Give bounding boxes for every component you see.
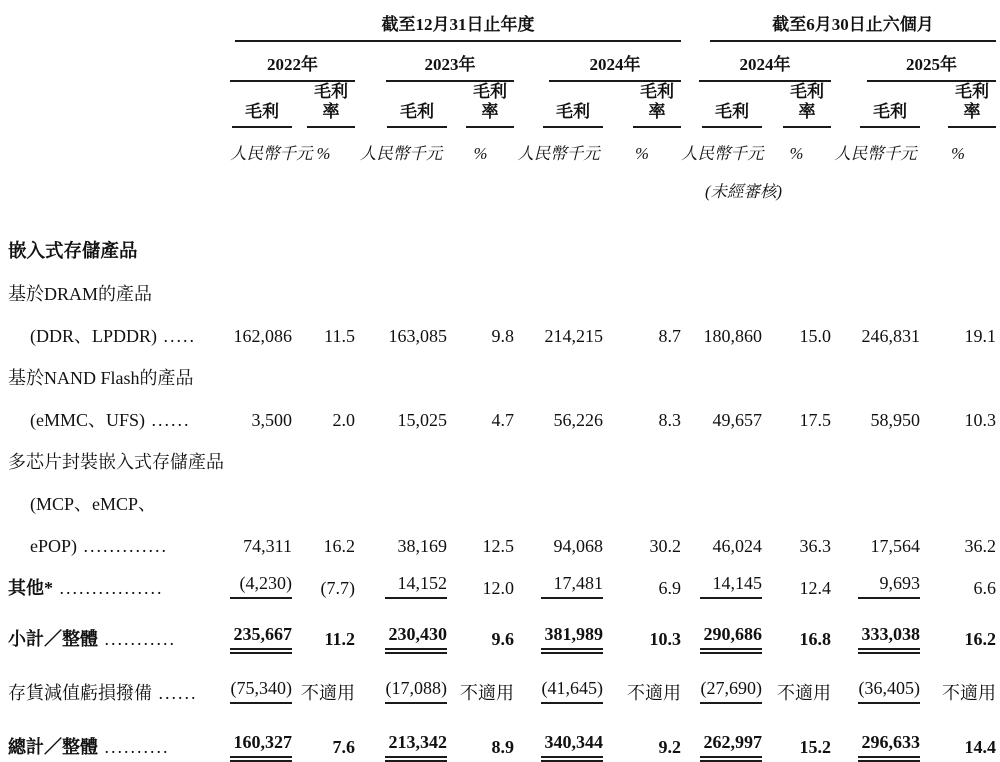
- row-label-mcp: ePOP): [30, 536, 78, 557]
- row-label-subtotal: 小計／整體: [8, 629, 98, 650]
- cell-value: 16.8: [799, 629, 832, 650]
- year-2023-label: 2023年: [386, 55, 514, 82]
- cell-value: 56,226: [553, 410, 603, 431]
- table-row: [0, 356, 996, 398]
- year-header-row: [0, 42, 996, 82]
- cell-value: 14.4: [964, 737, 997, 758]
- cell-value: 14,145: [700, 573, 762, 599]
- row-label-mcp-cont: (MCP、eMCP、: [30, 494, 157, 515]
- cell-value: (17,088): [385, 678, 447, 704]
- cell-value: (4,230): [230, 573, 292, 599]
- dot-leader: ...........: [98, 629, 176, 650]
- cell-value: 8.9: [491, 737, 514, 758]
- cell-value: 10.3: [649, 629, 682, 650]
- cell-value: (7.7): [320, 578, 355, 599]
- section-header-label: 嵌入式存儲產品: [8, 241, 138, 262]
- year-2024-interim-label: 2024年: [699, 55, 831, 82]
- gp-header-2022: 毛利: [232, 102, 292, 129]
- cell-value: 19.1: [964, 326, 997, 347]
- dot-leader: ......: [152, 683, 198, 704]
- row-label-mcp-title: 多芯片封裝嵌入式存儲產品: [8, 452, 224, 473]
- annual-period-label: 截至12月31日止年度: [235, 15, 681, 42]
- gp-rate-header-2022: 毛利率: [307, 82, 355, 128]
- cell-value: 17,564: [870, 536, 921, 557]
- unit-rmb-2025: 人民幣千元: [834, 144, 917, 164]
- cell-value: 10.3: [964, 410, 997, 431]
- cell-value: 163,085: [388, 326, 447, 347]
- table-row-dram: [0, 314, 996, 356]
- cell-value: 30.2: [649, 536, 682, 557]
- dot-leader: ................: [53, 578, 164, 599]
- year-2022-label: 2022年: [230, 55, 355, 82]
- cell-value: 74,311: [243, 536, 292, 557]
- period-spanner-row: [0, 6, 996, 42]
- cell-value: 230,430: [385, 624, 447, 650]
- dot-leader: .............: [77, 536, 169, 557]
- cell-value: 9.2: [658, 737, 682, 758]
- unit-pct-2022: %: [316, 144, 331, 164]
- table-row-provision: [0, 662, 996, 716]
- row-label-nand: (eMMC、UFS): [30, 410, 146, 431]
- row-label-total: 總計／整體: [8, 737, 98, 758]
- unit-pct-2023: %: [473, 144, 488, 164]
- cell-value: 12.5: [482, 536, 514, 557]
- cell-value: 38,169: [397, 536, 447, 557]
- cell-value: 不適用: [301, 683, 355, 704]
- table-row: [0, 482, 996, 524]
- cell-value: 4.7: [491, 410, 514, 431]
- gp-header-2025: 毛利: [860, 102, 920, 129]
- cell-value: 12.4: [799, 578, 832, 599]
- table-row-total: [0, 716, 996, 762]
- annual-period-cell: [230, 6, 681, 42]
- dot-leader: ......: [145, 410, 191, 431]
- unit-rmb-2022: 人民幣千元: [230, 144, 313, 164]
- unit-pct-2025: %: [951, 144, 965, 164]
- gross-profit-table: [0, 6, 996, 762]
- cell-value: 6.6: [973, 578, 997, 599]
- cell-value: 15.2: [799, 737, 832, 758]
- row-label-dram-title: 基於DRAM的產品: [8, 284, 153, 305]
- unaudited-row: [0, 164, 996, 202]
- cell-value: 7.6: [332, 737, 355, 758]
- cell-value: (75,340): [230, 678, 292, 704]
- cell-value: 214,215: [544, 326, 603, 347]
- interim-period-cell: [681, 6, 996, 42]
- cell-value: 296,633: [858, 732, 920, 758]
- year-2024-label: 2024年: [549, 55, 681, 82]
- cell-value: 160,327: [230, 732, 292, 758]
- cell-value: 17.5: [799, 410, 832, 431]
- table-row-subtotal: [0, 608, 996, 662]
- gp-rate-header-2025: 毛利率: [948, 82, 996, 128]
- cell-value: 16.2: [323, 536, 355, 557]
- row-label-nand-title: 基於NAND Flash的產品: [8, 368, 194, 389]
- cell-value: 162,086: [233, 326, 292, 347]
- cell-value: 9.6: [491, 629, 514, 650]
- gp-header-2024h: 毛利: [702, 102, 762, 129]
- cell-value: (41,645): [541, 678, 603, 704]
- cell-value: 36.3: [799, 536, 832, 557]
- cell-value: 213,342: [385, 732, 447, 758]
- cell-value: 333,038: [858, 624, 920, 650]
- table-row: [0, 272, 996, 314]
- cell-value: 8.7: [658, 326, 682, 347]
- cell-value: 16.2: [964, 629, 997, 650]
- cell-value: 15.0: [799, 326, 832, 347]
- cell-value: 290,686: [700, 624, 762, 650]
- cell-value: 246,831: [861, 326, 921, 347]
- measure-header-row: [0, 82, 996, 128]
- cell-value: 8.3: [658, 410, 682, 431]
- cell-value: 14,152: [385, 573, 447, 599]
- cell-value: 58,950: [870, 410, 921, 431]
- cell-value: 6.9: [658, 578, 682, 599]
- unit-rmb-2023: 人民幣千元: [359, 144, 443, 164]
- cell-value: 9,693: [858, 573, 920, 599]
- gp-rate-header-2024: 毛利率: [633, 82, 681, 128]
- gp-rate-header-2023: 毛利率: [466, 82, 514, 128]
- cell-value: (36,405): [858, 678, 920, 704]
- row-label-provision: 存貨減值虧損撥備: [8, 683, 152, 704]
- cell-value: 15,025: [397, 410, 447, 431]
- cell-value: 262,997: [700, 732, 762, 758]
- cell-value: 180,860: [703, 326, 763, 347]
- cell-value: 94,068: [553, 536, 603, 557]
- cell-value: 381,989: [541, 624, 603, 650]
- table-row-other: [0, 566, 996, 608]
- table-row-nand: [0, 398, 996, 440]
- cell-value: 11.5: [324, 326, 355, 347]
- row-label-dram: (DDR、LPDDR): [30, 326, 158, 347]
- unit-pct-2024h: %: [789, 144, 804, 164]
- table-row: [0, 440, 996, 482]
- unit-row: [0, 128, 996, 164]
- cell-value: 12.0: [482, 578, 514, 599]
- cell-value: 36.2: [964, 536, 997, 557]
- gp-header-2023: 毛利: [387, 102, 447, 129]
- cell-value: 49,657: [712, 410, 763, 431]
- cell-value: (27,690): [700, 678, 762, 704]
- row-label-other: 其他*: [8, 578, 53, 599]
- unaudited-note: (未經審核): [705, 182, 783, 202]
- cell-value: 9.8: [491, 326, 514, 347]
- cell-value: 11.2: [324, 629, 355, 650]
- unit-rmb-2024: 人民幣千元: [517, 144, 600, 164]
- cell-value: 235,667: [230, 624, 292, 650]
- dot-leader: .....: [157, 326, 197, 347]
- cell-value: 不適用: [460, 683, 514, 704]
- cell-value: 46,024: [712, 536, 763, 557]
- unit-rmb-2024h: 人民幣千元: [681, 144, 764, 164]
- gp-header-2024: 毛利: [543, 102, 603, 129]
- section-header-row: [0, 230, 996, 272]
- dot-leader: ..........: [98, 737, 170, 758]
- unit-pct-2024: %: [635, 144, 649, 164]
- cell-value: 2.0: [332, 410, 355, 431]
- interim-period-label: 截至6月30日止六個月: [710, 15, 996, 42]
- gp-rate-header-2024h: 毛利率: [783, 82, 831, 128]
- cell-value: 不適用: [942, 683, 997, 704]
- cell-value: 不適用: [627, 683, 682, 704]
- year-2025-label: 2025年: [867, 55, 996, 82]
- cell-value: 340,344: [541, 732, 603, 758]
- table-row-mcp: [0, 524, 996, 566]
- cell-value: 3,500: [251, 410, 292, 431]
- cell-value: 17,481: [541, 573, 603, 599]
- cell-value: 不適用: [777, 683, 832, 704]
